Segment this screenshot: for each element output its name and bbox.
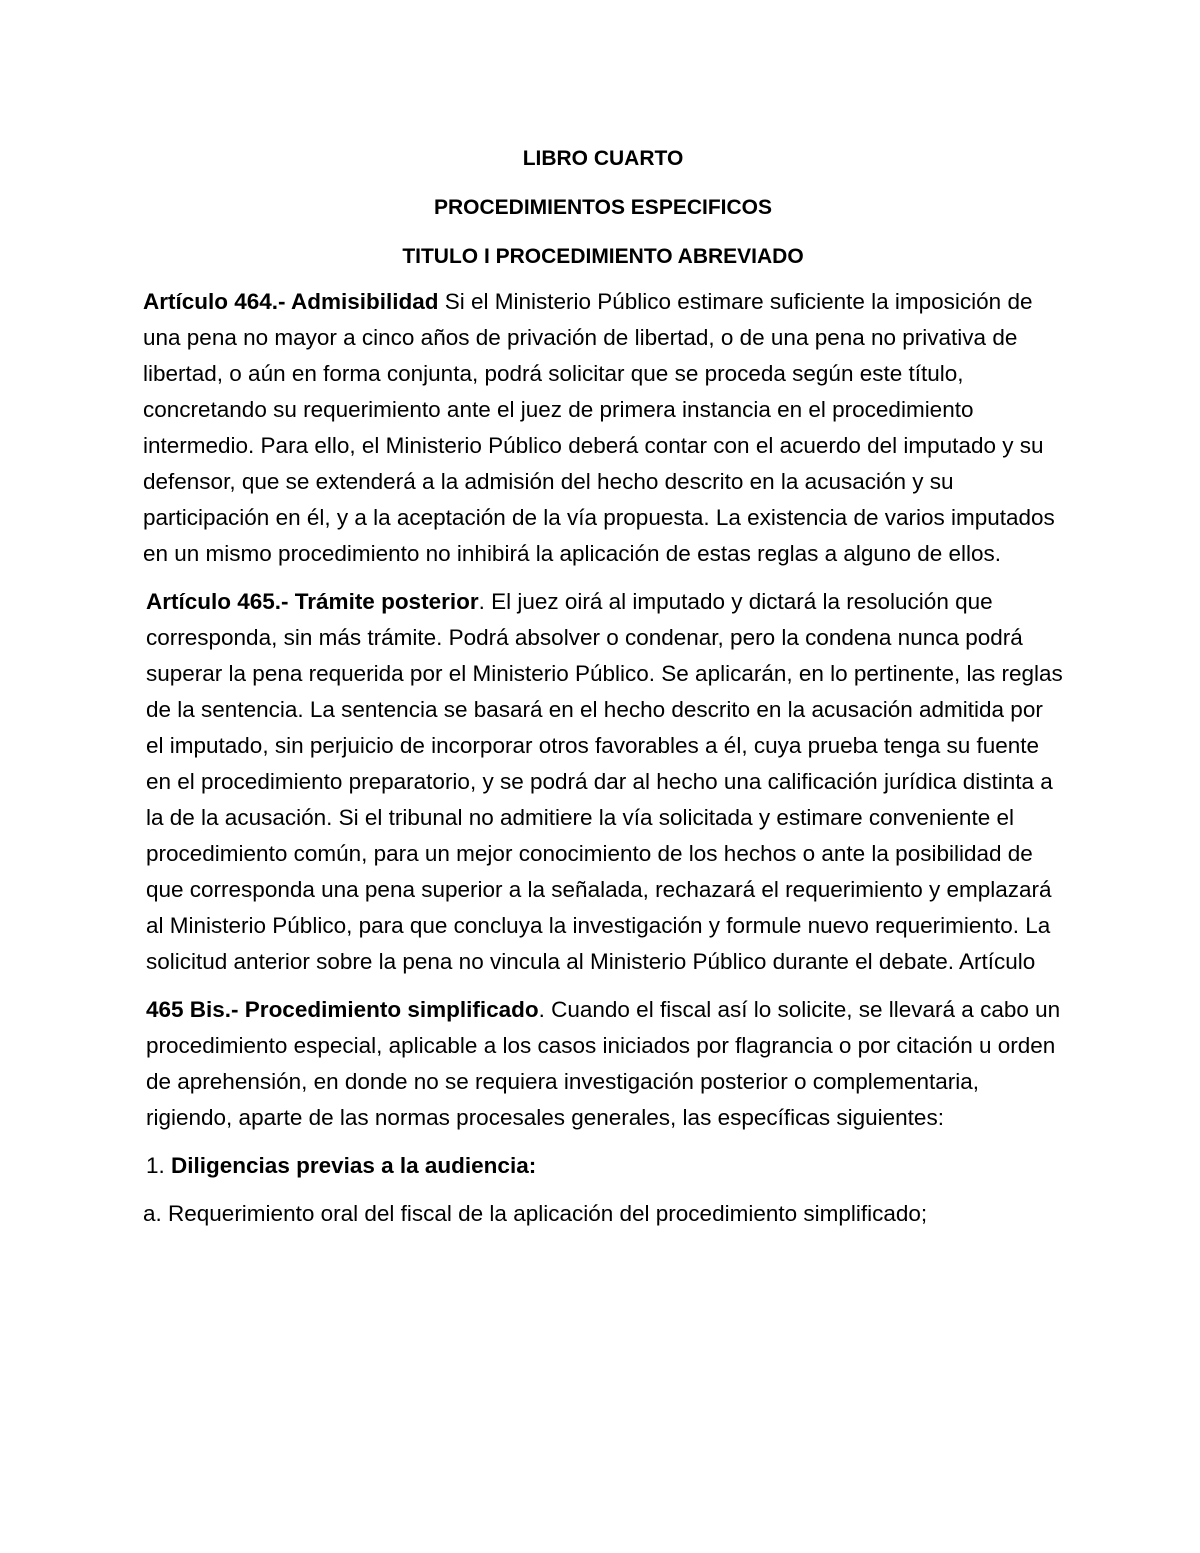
- article-465-text: . El juez oirá al imputado y dictará la resolución que corresponda, sin más trámite. Podrá absolver o condenar, pero la condena nunca podrá superar la pena requerida por el Ministerio Público. Se aplicarán, en lo pertinente, las reglas de la sentencia. La sentencia se basará en el hecho descrito en la acusación admitida por el imputado, sin perjuicio de incorporar otros favorables a él, cuya prueba tenga su fuente en el procedimiento preparatorio, y se podrá dar al hecho una calificación jurídica distinta a la de la acusación. Si el tribunal no admitiere la vía solicitada y estimare conveniente el procedimiento común, para un mejor conocimiento de los hechos o ante la posibilidad de que corresponda una pena superior a la señalada, rechazará el requerimiento y emplazará al Ministerio Público, para que concluya la investigación y formule nuevo requerimiento. La solicitud anterior sobre la pena no vincula al Ministerio Público durante el debate. Artículo: [146, 589, 1063, 974]
- article-464: [143, 284, 1063, 572]
- list-title: Diligencias previas a la audiencia:: [171, 1153, 537, 1178]
- title-heading: TITULO I PROCEDIMIENTO ABREVIADO: [402, 245, 804, 268]
- article-464-label: Artículo 464.- Admisibilidad: [143, 289, 439, 314]
- article-464-text: Si el Ministerio Público estimare suficiente la imposición de una pena no mayor a cinco años de privación de libertad, o de una pena no privativa de libertad, o aún en forma conjunta, podrá solicitar que se proceda según este título, concretando su requerimiento ante el juez de primera instancia en el procedimiento intermedio. Para ello, el Ministerio Público deberá contar con el acuerdo del imputado y su defensor, que se extenderá a la admisión del hecho descrito en la acusación y su participación en él, y a la aceptación de la vía propuesta. La existencia de varios imputados en un mismo procedimiento no inhibirá la aplicación de estas reglas a alguno de ellos.: [143, 289, 1055, 566]
- document-page: [143, 144, 1063, 1232]
- list-heading: [143, 1148, 1063, 1184]
- list-item-a: a. Requerimiento oral del fiscal de la aplicación del procedimiento simplificado;: [143, 1201, 928, 1226]
- article-465-bis-label: 465 Bis.- Procedimiento simplificado: [146, 997, 539, 1022]
- list-number: 1.: [146, 1153, 165, 1178]
- article-465-label: Artículo 465.- Trámite posterior: [146, 589, 479, 614]
- article-465-bis-text: . Cuando el fiscal así lo solicite, se llevará a cabo un procedimiento especial, aplicable a los casos iniciados por flagrancia o por citación u orden de aprehensión, en donde no se requiera investigación posterior o complementaria, rigiendo, aparte de las normas procesales generales, las específicas siguientes:: [146, 997, 1061, 1130]
- book-heading: LIBRO CUARTO: [522, 147, 684, 170]
- article-465: [143, 584, 1063, 980]
- article-465-bis: [143, 992, 1063, 1136]
- section-heading: PROCEDIMIENTOS ESPECIFICOS: [434, 196, 772, 219]
